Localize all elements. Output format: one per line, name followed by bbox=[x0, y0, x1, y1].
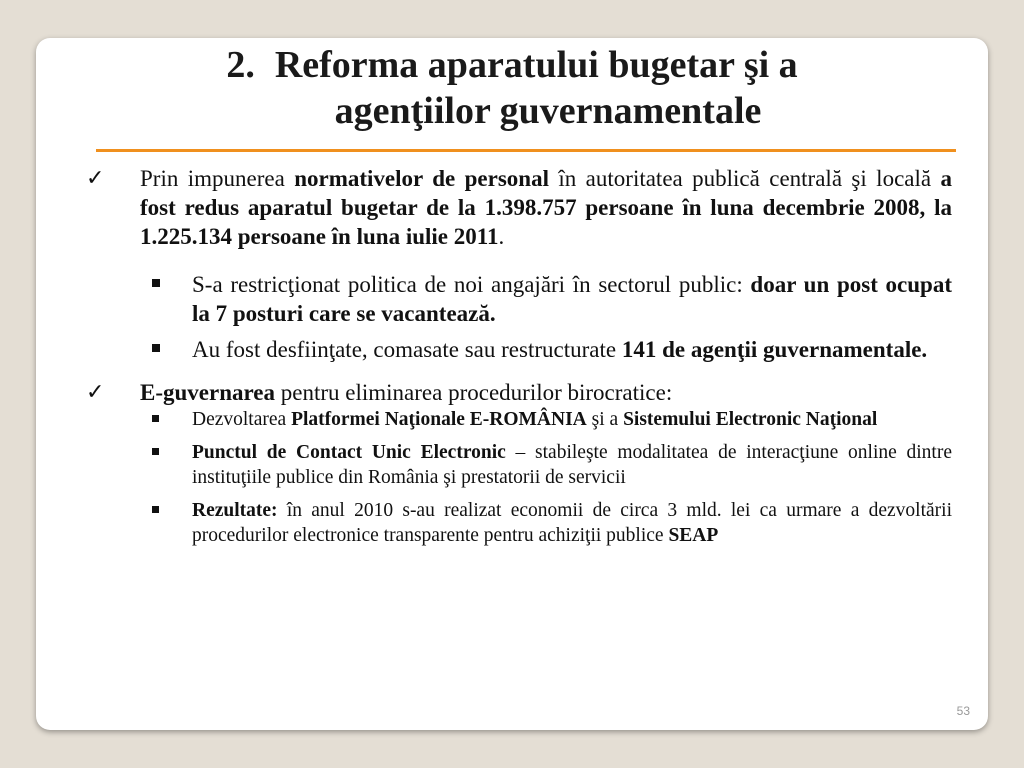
bullet-text: Dezvoltarea bbox=[192, 409, 292, 430]
bullet-bold: E-guvernarea bbox=[140, 380, 276, 405]
title-divider bbox=[96, 149, 956, 152]
bullet-text: Prin impunerea bbox=[140, 166, 295, 191]
square-bullet-icon bbox=[152, 506, 159, 513]
check-bullet-personnel bbox=[76, 164, 952, 251]
bullet-bold: 141 de agenţii guvernamentale. bbox=[621, 337, 928, 362]
sub-bullet-agencies bbox=[76, 335, 952, 364]
bullet-bold: Rezultate: bbox=[192, 500, 278, 521]
square-bullet-icon bbox=[152, 448, 159, 455]
sub-bullet-hiring bbox=[76, 270, 952, 328]
slide-title bbox=[36, 42, 988, 134]
title-line-1-text: Reforma aparatului bugetar şi a bbox=[274, 44, 798, 86]
bullet-text: – stabileşte modalitatea de interacţiune online dintre instituţiile publice din România şi prestatorii de servicii bbox=[192, 442, 953, 488]
bullet-text: Au fost desfiinţate, comasate sau restructurate bbox=[192, 337, 622, 362]
bullet-bold: Sistemului Electronic Naţional bbox=[623, 409, 878, 430]
check-bullet-egov bbox=[76, 378, 952, 407]
slide bbox=[36, 38, 988, 730]
title-number: 2. bbox=[226, 44, 255, 86]
sub-bullet-platform bbox=[76, 407, 952, 432]
bullet-bold: doar un post ocupat la 7 posturi care se vacantează. bbox=[192, 272, 952, 326]
bullet-text: . bbox=[498, 224, 505, 249]
sub-bullet-contact-point bbox=[76, 440, 952, 490]
bullet-text: în autoritatea publică centrală şi locală bbox=[548, 166, 941, 191]
bullet-text: pentru eliminarea procedurilor birocratice: bbox=[275, 380, 673, 405]
bullet-bold: Punctul de Contact Unic Electronic bbox=[192, 442, 506, 463]
page-number: 53 bbox=[956, 704, 970, 718]
square-bullet-icon bbox=[152, 279, 160, 287]
bullet-text: şi a bbox=[586, 409, 624, 430]
bullet-bold: Platformei Naţionale E-ROMÂNIA bbox=[291, 409, 587, 430]
slide-content bbox=[76, 164, 952, 548]
square-bullet-icon bbox=[152, 344, 160, 352]
title-line-1 bbox=[36, 42, 988, 88]
bullet-bold: normativelor de personal bbox=[294, 166, 549, 191]
bullet-bold: SEAP bbox=[668, 525, 719, 546]
bullet-text: S-a restricţionat politica de noi angajări în sectorul public: bbox=[192, 272, 751, 297]
check-icon: ✓ bbox=[86, 166, 105, 191]
bullet-text: în anul 2010 s-au realizat economii de circa 3 mld. lei ca urmare a dezvoltării procedurilor electronice transparente pentru achiziţii publice bbox=[192, 500, 952, 546]
sub-bullet-results bbox=[76, 498, 952, 548]
check-icon: ✓ bbox=[86, 380, 105, 405]
bullet-bold: a fost redus aparatul bugetar de la 1.398.757 persoane în luna decembrie 2008, la 1.225.134 persoane în luna iulie 2011 bbox=[140, 166, 952, 249]
square-bullet-icon bbox=[152, 415, 159, 422]
title-line-2: agenţiilor guvernamentale bbox=[334, 90, 762, 132]
